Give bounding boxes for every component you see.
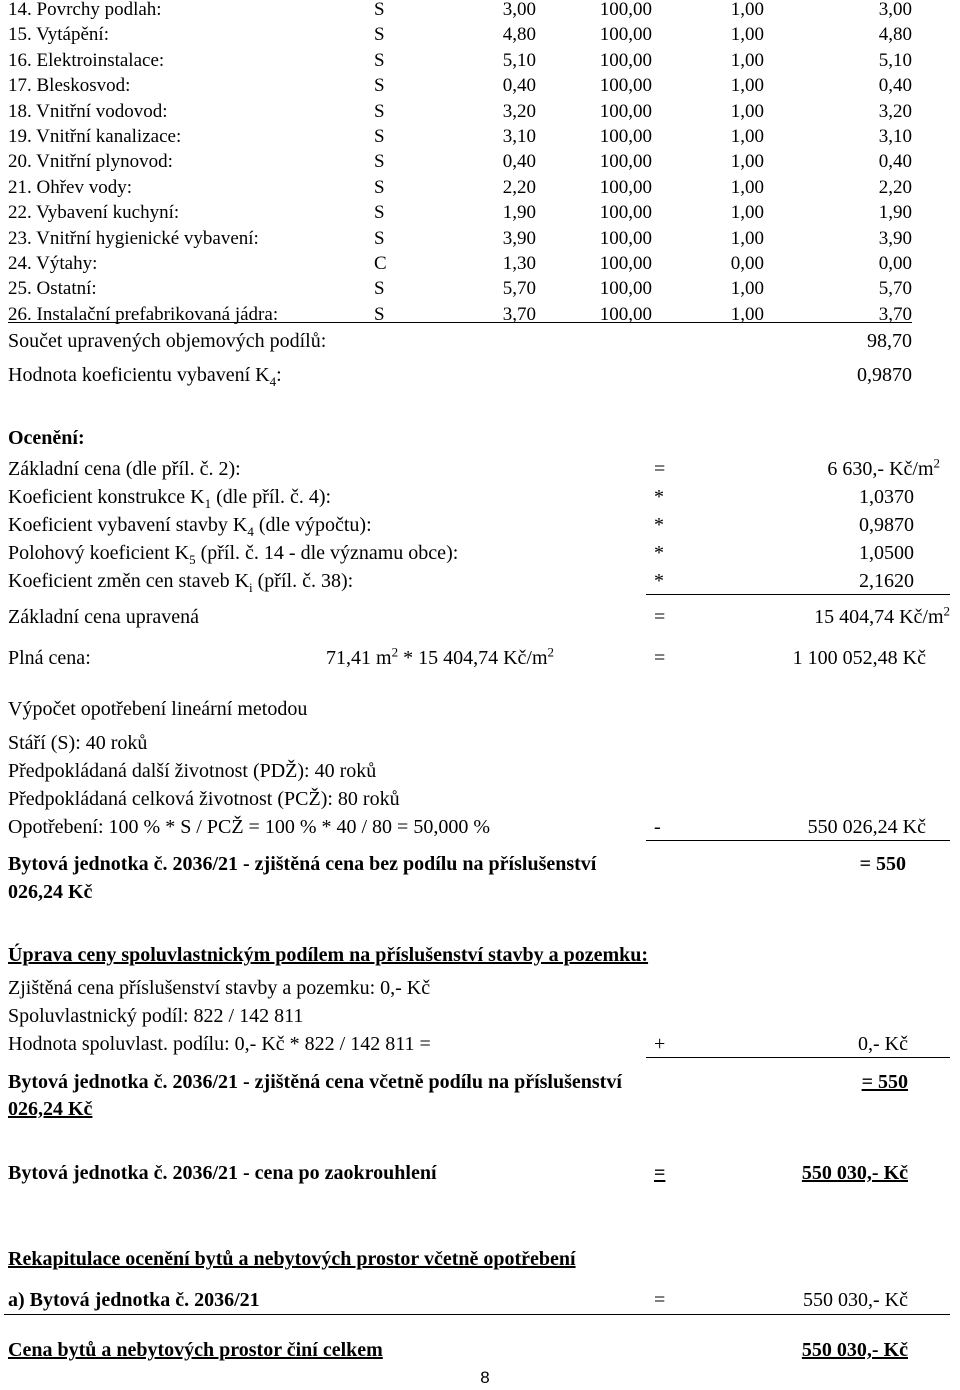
result-with-share-value: = 550	[861, 1071, 908, 1093]
remaining-life-line: Předpokládaná další životnost (PDŽ): 40 roků	[8, 760, 377, 782]
row-class: S	[374, 278, 385, 300]
row-pct: 100,00	[599, 202, 652, 224]
row-label: 15. Vytápění:	[8, 24, 109, 46]
k4-value: 0,9870	[859, 514, 914, 536]
row-coef: 1,00	[730, 303, 764, 325]
table-sum-rule	[8, 322, 912, 323]
valuation-heading: Ocenění:	[8, 427, 85, 449]
recap-rule	[4, 1314, 950, 1315]
k4-label: Koeficient vybavení stavby $K_4$ (dle výpočtu):	[8, 514, 372, 539]
full-price-label: Plná cena:	[8, 647, 91, 669]
row-label: 22. Vybavení kuchyní:	[8, 202, 180, 224]
row-coef: 1,00	[730, 151, 764, 173]
row-coef: 1,00	[730, 227, 764, 249]
row-coef: 1,00	[730, 49, 764, 71]
share-value-amount: 0,- Kč	[858, 1033, 908, 1055]
coownership-share-line: Spoluvlastnický podíl: 822 / 142 811	[8, 1005, 304, 1027]
row-adj: 5,10	[878, 49, 912, 71]
row-pct: 100,00	[599, 100, 652, 122]
wear-label: Opotřebení: 100 % * S / PCŽ = 100 % * 40 / 80 = 50,000 %	[8, 816, 490, 838]
row-class: S	[374, 303, 385, 325]
k5-op: *	[654, 542, 664, 564]
row-share: 3,00	[502, 0, 536, 20]
row-adj: 5,70	[878, 278, 912, 300]
row-pct: 100,00	[599, 75, 652, 97]
result-without-share-label: Bytová jednotka č. 2036/21 - zjištěná cena bez podílu na příslušenství	[8, 853, 597, 875]
row-class: S	[374, 227, 385, 249]
row-share: 3,90	[502, 227, 536, 249]
row-class: S	[374, 176, 385, 198]
k4-coefficient-label: Hodnota koeficientu vybavení $K_4$:	[8, 364, 282, 389]
row-pct: 100,00	[599, 176, 652, 198]
row-share: 0,40	[502, 151, 536, 173]
row-share: 3,10	[502, 126, 536, 147]
row-adj: 0,00	[878, 253, 912, 274]
row-coef: 1,00	[730, 75, 764, 97]
row-label: 14. Povrchy podlah:	[8, 0, 162, 20]
row-share: 3,20	[502, 100, 536, 122]
row-share: 1,90	[502, 202, 536, 224]
row-coef: 1,00	[730, 0, 764, 20]
full-price-op: =	[654, 647, 666, 669]
row-class: S	[374, 24, 385, 46]
row-adj: 3,00	[878, 0, 912, 20]
row-adj: 2,20	[878, 176, 912, 198]
row-label: 21. Ohřev vody:	[8, 176, 133, 198]
wear-op: -	[654, 816, 661, 838]
wear-rule	[646, 840, 950, 841]
result-without-share-value: = 550	[859, 853, 906, 875]
adjusted-price-value: 15 404,74 $Kč/m^2$	[814, 603, 950, 628]
row-adj: 3,70	[878, 303, 912, 325]
share-value-op: +	[654, 1033, 666, 1055]
rounded-price-value: 550 030,- Kč	[801, 1162, 908, 1184]
sum-value: 98,70	[867, 330, 912, 352]
row-coef: 1,00	[730, 202, 764, 224]
share-value-label: Hodnota spoluvlast. podílu: 0,- Kč * 822 / 142 811 =	[8, 1033, 431, 1055]
row-label: 26. Instalační prefabrikovaná jádra:	[8, 303, 279, 325]
row-pct: 100,00	[599, 0, 652, 20]
recap-total-value: 550 030,- Kč	[801, 1339, 908, 1361]
row-share: 1,30	[502, 253, 536, 274]
k5-label: Polohový koeficient $K_5$ (příl. č. 14 - dle významu obce):	[8, 542, 459, 567]
ki-value: 2,1620	[859, 570, 914, 592]
sum-label: Součet upravených objemových podílů:	[8, 330, 327, 352]
row-label: 17. Bleskosvod:	[8, 75, 131, 97]
row-adj: 1,90	[878, 202, 912, 224]
row-pct: 100,00	[599, 24, 652, 46]
coefficients-rule	[646, 594, 950, 595]
row-share: 3,70	[502, 303, 536, 325]
base-price-label: Základní cena (dle příl. č. 2):	[8, 458, 241, 480]
row-class: C	[374, 253, 387, 274]
row-label: 23. Vnitřní hygienické vybavení:	[8, 227, 259, 249]
row-pct: 100,00	[599, 126, 652, 147]
row-label: 24. Výtahy:	[8, 253, 98, 274]
row-class: S	[374, 151, 385, 173]
row-coef: 1,00	[730, 100, 764, 122]
row-class: S	[374, 0, 385, 20]
total-life-line: Předpokládaná celková životnost (PCŽ): 80 roků	[8, 788, 400, 810]
k4-op: *	[654, 514, 664, 536]
row-pct: 100,00	[599, 151, 652, 173]
full-price-formula: 71,41 $m^2 * 15$ 404,74 $Kč/m^2$	[326, 644, 554, 669]
row-coef: 1,00	[730, 278, 764, 300]
ki-op: *	[654, 570, 664, 592]
accessory-price-line: Zjištěná cena příslušenství stavby a pozemku: 0,- Kč	[8, 977, 431, 999]
row-pct: 100,00	[599, 227, 652, 249]
row-adj: 3,20	[878, 100, 912, 122]
row-class: S	[374, 49, 385, 71]
row-pct: 100,00	[599, 303, 652, 325]
row-pct: 100,00	[599, 253, 652, 274]
row-label: 20. Vnitřní plynovod:	[8, 151, 173, 173]
row-pct: 100,00	[599, 278, 652, 300]
row-pct: 100,00	[599, 49, 652, 71]
row-share: 5,70	[502, 278, 536, 300]
row-adj: 3,90	[878, 227, 912, 249]
recap-heading: Rekapitulace ocenění bytů a nebytových prostor včetně opotřebení	[8, 1248, 576, 1270]
row-adj: 4,80	[878, 24, 912, 46]
full-price-value: 1 100 052,48 Kč	[792, 647, 926, 669]
recap-item-op: =	[654, 1289, 666, 1311]
row-label: 19. Vnitřní kanalizace:	[8, 126, 182, 147]
row-label: 25. Ostatní:	[8, 278, 97, 300]
row-class: S	[374, 126, 385, 147]
row-share: 0,40	[502, 75, 536, 97]
row-adj: 0,40	[878, 75, 912, 97]
row-share: 4,80	[502, 24, 536, 46]
k1-label: Koeficient konstrukce $K_1$ (dle příl. č. 4):	[8, 486, 332, 511]
k1-value: 1,0370	[859, 486, 914, 508]
k1-op: *	[654, 486, 664, 508]
row-class: S	[374, 75, 385, 97]
result-with-share-label: Bytová jednotka č. 2036/21 - zjištěná cena včetně podílu na příslušenství	[8, 1071, 622, 1093]
result-without-share-value-cont: 026,24 Kč	[8, 881, 93, 903]
recap-item-label: a) Bytová jednotka č. 2036/21	[8, 1289, 260, 1311]
age-line: Stáří (S): 40 roků	[8, 732, 148, 754]
depreciation-title: Výpočet opotřebení lineární metodou	[8, 698, 308, 720]
share-rule	[646, 1057, 950, 1058]
ki-label: Koeficient změn cen staveb $K_i$ (příl. č. 38):	[8, 570, 354, 595]
row-coef: 1,00	[730, 24, 764, 46]
wear-value: 550 026,24 Kč	[807, 816, 926, 838]
row-share: 2,20	[502, 176, 536, 198]
row-coef: 0,00	[730, 253, 764, 274]
rounded-price-op: =	[654, 1162, 666, 1184]
result-with-share-value-cont: 026,24 Kč	[8, 1098, 93, 1120]
rounded-price-label: Bytová jednotka č. 2036/21 - cena po zaokrouhlení	[8, 1162, 437, 1184]
row-coef: 1,00	[730, 126, 764, 147]
k5-value: 1,0500	[859, 542, 914, 564]
row-adj: 0,40	[878, 151, 912, 173]
page-number: 8	[480, 1368, 490, 1387]
row-coef: 1,00	[730, 176, 764, 198]
row-class: S	[374, 100, 385, 122]
row-share: 5,10	[502, 49, 536, 71]
recap-total-label: Cena bytů a nebytových prostor činí celkem	[8, 1339, 383, 1361]
row-label: 18. Vnitřní vodovod:	[8, 100, 168, 122]
base-price-value: 6 630,- $Kč/m^2$	[827, 455, 940, 480]
recap-item-value: 550 030,- Kč	[803, 1289, 908, 1311]
row-label: 16. Elektroinstalace:	[8, 49, 165, 71]
base-price-op: =	[654, 458, 666, 480]
coownership-heading: Úprava ceny spoluvlastnickým podílem na příslušenství stavby a pozemku:	[8, 944, 649, 966]
row-class: S	[374, 202, 385, 224]
adjusted-price-op: =	[654, 606, 666, 628]
k4-coefficient-value: 0,9870	[857, 364, 912, 386]
row-adj: 3,10	[878, 126, 912, 147]
adjusted-price-label: Základní cena upravená	[8, 606, 200, 628]
